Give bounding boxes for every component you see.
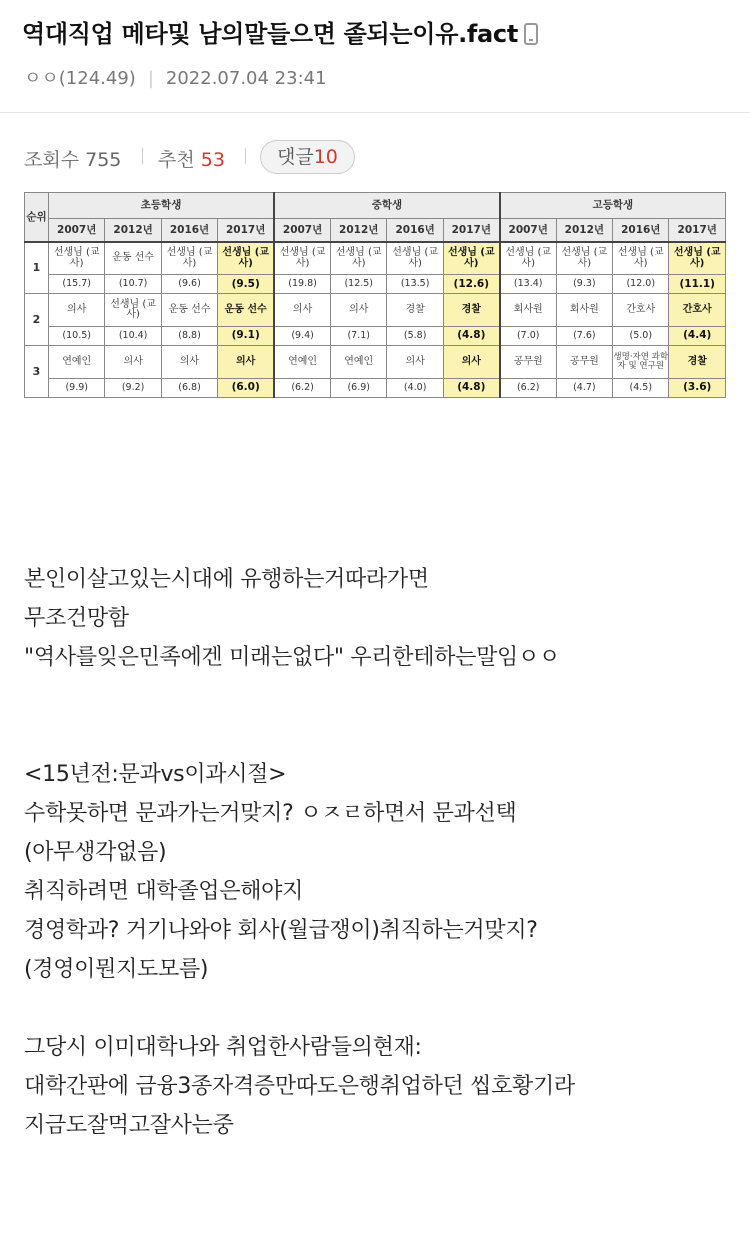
job-cell: 의사 — [443, 346, 499, 378]
body-line: 수학못하면 문과가는거맞지? ㅇㅈㄹ하면서 문과선택 — [24, 801, 517, 826]
percent-cell: (7.6) — [556, 326, 612, 345]
percent-cell: (11.1) — [669, 274, 726, 293]
job-cell: 회사원 — [556, 294, 612, 326]
percent-cell: (9.2) — [105, 378, 161, 397]
job-cell: 연예인 — [331, 346, 387, 378]
job-cell: 선생님 (교사) — [387, 242, 443, 274]
percent-cell: (4.0) — [387, 378, 443, 397]
job-cell: 선생님 (교사) — [613, 242, 669, 274]
year-header: 2007년 — [49, 218, 105, 242]
job-cell: 회사원 — [500, 294, 556, 326]
year-header: 2017년 — [669, 218, 726, 242]
stats-divider — [245, 148, 246, 164]
comment-label: 댓글 — [277, 146, 314, 168]
percent-cell: (13.4) — [500, 274, 556, 293]
comment-button[interactable] — [260, 140, 355, 174]
percent-cell: (4.4) — [669, 326, 726, 345]
job-cell: 선생님 (교사) — [443, 242, 499, 274]
year-header: 2017년 — [218, 218, 274, 242]
job-ranking-table — [24, 192, 726, 398]
percent-cell: (9.3) — [556, 274, 612, 293]
percent-cell: (12.5) — [331, 274, 387, 293]
percent-cell: (7.0) — [500, 326, 556, 345]
body-line: <15년전:문과vs이과시절> — [24, 762, 287, 787]
job-cell: 운동 선수 — [218, 294, 274, 326]
job-cell: 선생님 (교사) — [500, 242, 556, 274]
percent-cell: (5.8) — [387, 326, 443, 345]
percent-cell: (10.7) — [105, 274, 161, 293]
percent-cell: (12.6) — [443, 274, 499, 293]
meta-divider: | — [147, 68, 154, 89]
year-header: 2012년 — [105, 218, 161, 242]
post-body — [24, 560, 724, 1145]
percent-cell: (9.5) — [218, 274, 274, 293]
job-cell: 운동 선수 — [105, 242, 161, 274]
percent-cell: (10.4) — [105, 326, 161, 345]
job-cell: 의사 — [218, 346, 274, 378]
job-cell: 의사 — [274, 294, 330, 326]
body-line: 지금도잘먹고잘사는중 — [24, 1113, 234, 1138]
view-count — [24, 145, 121, 172]
stats-bar — [0, 112, 750, 192]
recommend-label: 추천 — [158, 149, 195, 171]
body-line: (아무생각없음) — [24, 840, 167, 865]
percent-cell: (9.6) — [161, 274, 217, 293]
percent-cell: (4.7) — [556, 378, 612, 397]
job-cell: 선생님 (교사) — [331, 242, 387, 274]
percent-cell: (6.0) — [218, 378, 274, 397]
rank-header: 순위 — [25, 193, 49, 243]
recommend-value: 53 — [200, 149, 225, 171]
percent-cell: (6.9) — [331, 378, 387, 397]
job-cell: 의사 — [49, 294, 105, 326]
percent-cell: (4.8) — [443, 326, 499, 345]
mobile-phone-icon — [524, 23, 538, 45]
view-count-label: 조회수 — [24, 149, 80, 171]
body-line: "역사를잊은민족에겐 미래는없다" 우리한테하는말임ㅇㅇ — [24, 645, 560, 670]
year-header: 2017년 — [443, 218, 499, 242]
percent-cell: (7.1) — [331, 326, 387, 345]
post-meta — [24, 64, 327, 90]
group-header: 초등학생 — [49, 193, 275, 219]
job-cell: 의사 — [105, 346, 161, 378]
stats-divider — [142, 148, 143, 164]
job-cell: 경찰 — [669, 346, 726, 378]
job-cell: 선생님 (교사) — [105, 294, 161, 326]
percent-cell: (4.5) — [613, 378, 669, 397]
percent-cell: (9.9) — [49, 378, 105, 397]
rank-cell: 2 — [25, 294, 49, 346]
job-cell: 연예인 — [49, 346, 105, 378]
year-header: 2007년 — [500, 218, 556, 242]
job-cell: 의사 — [331, 294, 387, 326]
job-cell: 경찰 — [387, 294, 443, 326]
percent-cell: (10.5) — [49, 326, 105, 345]
year-header: 2007년 — [274, 218, 330, 242]
job-cell: 공무원 — [556, 346, 612, 378]
year-header: 2016년 — [613, 218, 669, 242]
view-count-value: 755 — [85, 149, 122, 171]
job-cell: 선생님 (교사) — [49, 242, 105, 274]
rank-cell: 1 — [25, 242, 49, 294]
job-cell: 공무원 — [500, 346, 556, 378]
percent-cell: (8.8) — [161, 326, 217, 345]
comment-count: 10 — [313, 146, 338, 168]
percent-cell: (4.8) — [443, 378, 499, 397]
job-cell: 연예인 — [274, 346, 330, 378]
job-cell: 경찰 — [443, 294, 499, 326]
recommend-count — [158, 145, 225, 172]
job-cell: 선생님 (교사) — [274, 242, 330, 274]
percent-cell: (9.1) — [218, 326, 274, 345]
body-line: 대학간판에 금융3종자격증만따도은행취업하던 씹호황기라 — [24, 1074, 575, 1099]
body-line: 본인이살고있는시대에 유행하는거따라가면 — [24, 567, 429, 592]
job-ranking-table-image — [24, 192, 726, 398]
percent-cell: (13.5) — [387, 274, 443, 293]
percent-cell: (19.8) — [274, 274, 330, 293]
percent-cell: (9.4) — [274, 326, 330, 345]
body-line: (경영이뭔지도모름) — [24, 957, 209, 982]
year-header: 2016년 — [387, 218, 443, 242]
percent-cell: (12.0) — [613, 274, 669, 293]
post-title — [22, 14, 538, 49]
year-header: 2012년 — [556, 218, 612, 242]
percent-cell: (6.8) — [161, 378, 217, 397]
job-cell: 의사 — [161, 346, 217, 378]
job-cell: 운동 선수 — [161, 294, 217, 326]
job-cell: 선생님 (교사) — [161, 242, 217, 274]
job-cell: 의사 — [387, 346, 443, 378]
percent-cell: (15.7) — [49, 274, 105, 293]
body-line: 경영학과? 거기나와야 회사(월급쟁이)취직하는거맞지? — [24, 918, 538, 943]
post-author[interactable]: ㅇㅇ(124.49) — [24, 68, 136, 89]
post-title-text: 역대직업 메타및 남의말들으면 좉되는이유.fact — [22, 20, 519, 48]
post-header — [0, 0, 750, 112]
percent-cell: (5.0) — [613, 326, 669, 345]
year-header: 2012년 — [331, 218, 387, 242]
job-cell: 생명·자연 과학자 및 연구원 — [613, 346, 669, 378]
percent-cell: (3.6) — [669, 378, 726, 397]
job-cell: 선생님 (교사) — [669, 242, 726, 274]
body-line: 취직하려면 대학졸업은해야지 — [24, 879, 304, 904]
job-cell: 간호사 — [669, 294, 726, 326]
group-header: 고등학생 — [500, 193, 726, 219]
job-cell: 간호사 — [613, 294, 669, 326]
rank-cell: 3 — [25, 346, 49, 398]
job-cell: 선생님 (교사) — [556, 242, 612, 274]
percent-cell: (6.2) — [500, 378, 556, 397]
body-line: 그당시 이미대학나와 취업한사람들의현재: — [24, 1035, 422, 1060]
body-line: 무조건망함 — [24, 606, 129, 631]
group-header: 중학생 — [274, 193, 500, 219]
percent-cell: (6.2) — [274, 378, 330, 397]
year-header: 2016년 — [161, 218, 217, 242]
post-datetime: 2022.07.04 23:41 — [165, 68, 327, 89]
job-cell: 선생님 (교사) — [218, 242, 274, 274]
